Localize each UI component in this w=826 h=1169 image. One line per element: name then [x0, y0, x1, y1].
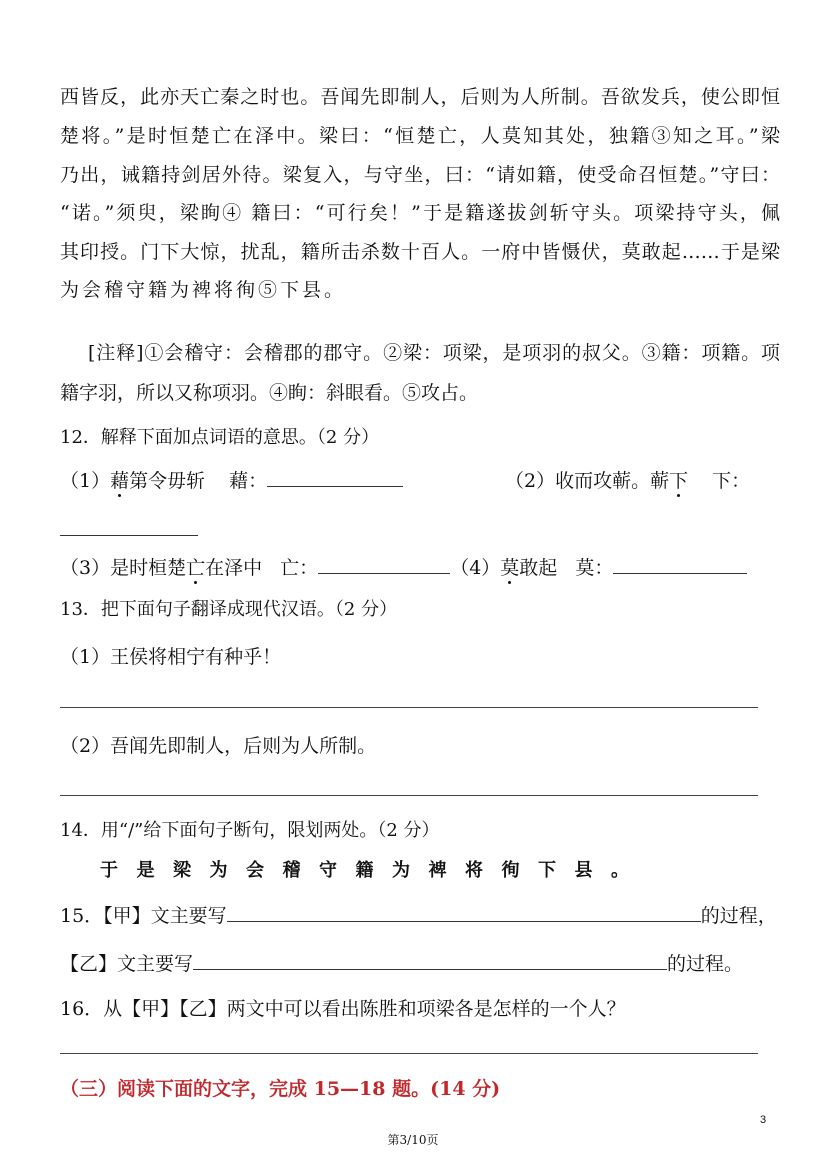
page-footer: 第3/10页 — [387, 1133, 439, 1147]
item-text: 15．【甲】文主要写 — [60, 905, 227, 927]
section-heading: （三）阅读下面的文字，完成 15—18 题。(14 分) — [60, 1078, 501, 1100]
answer-blank[interactable] — [227, 903, 701, 922]
sentence-1: （1）王侯将相宁有种乎！ — [60, 646, 282, 668]
item-answer-label: 下： — [712, 470, 751, 492]
dotted-char: 亡 — [186, 557, 206, 579]
item-text: 第令毋斩 — [129, 470, 206, 492]
item-answer-label: 藉： — [229, 470, 268, 492]
item-answer-label: 亡： — [280, 557, 319, 579]
dotted-char: 下 — [669, 470, 689, 492]
passage-line: 乃出，诫籍持剑居外待。梁复入，与守坐，曰：“请如籍，使受命召恒楚。”守曰： — [60, 164, 780, 186]
q12-item-2 — [505, 468, 750, 494]
item-text: 敢起 — [519, 557, 558, 579]
item-text: 的过程。 — [667, 953, 744, 975]
question-title: 12．解释下面加点词语的意思。（2 分） — [60, 427, 380, 448]
question-title: 14．用“/”给下面句子断句，限划两处。（2 分） — [60, 820, 440, 841]
item-answer-label: 莫： — [575, 557, 614, 579]
note-line: [注释]①会稽守：会稽郡的郡守。②梁：项梁，是项羽的叔父。③籍：项籍。项 — [88, 342, 780, 364]
dotted-char: 藉 — [110, 470, 130, 492]
item-text: 【乙】文主要写 — [60, 953, 194, 975]
question-title: 16．从【甲】【乙】两文中可以看出陈胜和项梁各是怎样的一个人？ — [60, 998, 626, 1020]
passage-line: 其印授。门下大惊，扰乱，籍所击杀数十百人。一府中皆慑伏，莫敢起……于是梁 — [60, 241, 780, 263]
item-text: （3）是时桓楚 — [60, 557, 187, 579]
item-text: （2）收而攻蕲。蕲 — [505, 470, 670, 492]
passage-line: 西皆反，此亦天亡秦之时也。吾闻先即制人，后则为人所制。吾欲发兵，使公即恒 — [60, 86, 780, 108]
item-label: （4） — [450, 557, 501, 579]
question-title: 13．把下面句子翻译成现代汉语。（2 分） — [60, 599, 398, 620]
item-label: （1） — [60, 470, 111, 492]
answer-blank[interactable] — [193, 951, 667, 970]
answer-blank[interactable] — [267, 468, 403, 487]
q12-item-3 — [60, 555, 747, 581]
item-text: 的过程， — [700, 905, 777, 927]
note-line: 籍字羽，所以又称项羽。④眴：斜眼看。⑤攻占。 — [60, 382, 479, 404]
answer-blank[interactable] — [318, 555, 450, 574]
answer-line[interactable] — [60, 707, 758, 708]
dotted-char: 莫 — [500, 557, 520, 579]
item-text: 在泽中 — [205, 557, 263, 579]
answer-blank[interactable] — [60, 535, 198, 536]
passage-line: 楚将。”是时恒楚亡在泽中。梁曰：“恒楚亡，人莫知其处，独籍③知之耳。”梁 — [60, 125, 780, 147]
q12-item-1 — [60, 468, 403, 494]
sentence-2: （2）吾闻先即制人，后则为人所制。 — [60, 735, 377, 757]
q15-line-2 — [60, 951, 743, 977]
answer-line[interactable] — [60, 795, 758, 796]
answer-blank[interactable] — [613, 555, 747, 574]
sentence-to-punctuate: 于是梁为会稽守籍为裨将徇下县。 — [100, 860, 648, 881]
passage-line: 为会稽守籍为裨将徇⑤下县。 — [60, 279, 347, 301]
answer-line[interactable] — [60, 1053, 758, 1054]
passage-line: “诺。”须臾，梁眴④ 籍曰：“可行矣！”于是籍遂拔剑斩守头。项梁持守头，佩 — [60, 202, 780, 224]
q15-line-1 — [60, 903, 777, 929]
page-number: 3 — [760, 1114, 767, 1126]
